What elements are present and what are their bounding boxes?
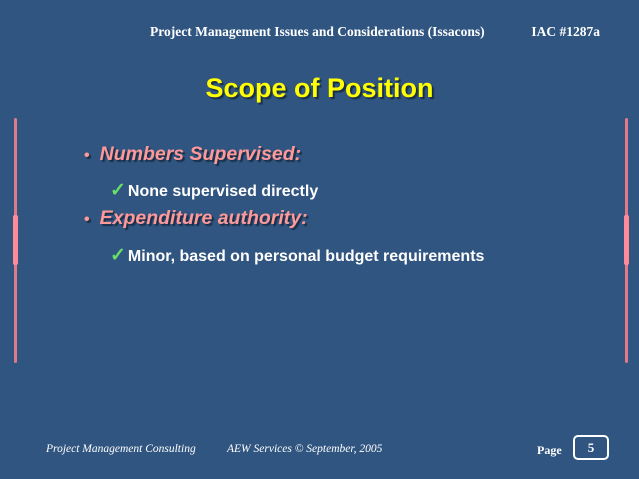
- bullet-expenditure-authority: [84, 207, 308, 230]
- checkmark-icon: ✓: [110, 245, 126, 266]
- bullet-icon: •: [84, 211, 90, 228]
- page-number: 5: [587, 439, 595, 455]
- bullet-label: Numbers Supervised:: [99, 143, 302, 165]
- footer-copyright: AEW Services © September, 2005: [227, 443, 383, 455]
- page-number-box: [573, 435, 609, 460]
- checkmark-icon: ✓: [110, 180, 126, 201]
- sub-item-none-supervised: [110, 179, 318, 202]
- bullet-icon: •: [84, 147, 90, 164]
- sub-item-text: Minor, based on personal budget requirements: [127, 248, 485, 265]
- sub-item-text: None supervised directly: [127, 183, 319, 200]
- course-title: Project Management Issues and Considerations (Issacons): [150, 24, 485, 39]
- footer-company: Project Management Consulting: [46, 443, 196, 455]
- slide-title: Scope of Position: [205, 73, 434, 103]
- bullet-numbers-supervised: [84, 143, 301, 166]
- bullet-label: Expenditure authority:: [99, 207, 308, 229]
- slide-header: [150, 24, 600, 40]
- page-label: Page: [537, 443, 562, 457]
- course-code: IAC #1287a: [531, 24, 600, 39]
- right-accent-highlight: [624, 215, 629, 265]
- sub-item-minor-budget: [110, 244, 484, 267]
- left-accent-highlight: [13, 215, 18, 265]
